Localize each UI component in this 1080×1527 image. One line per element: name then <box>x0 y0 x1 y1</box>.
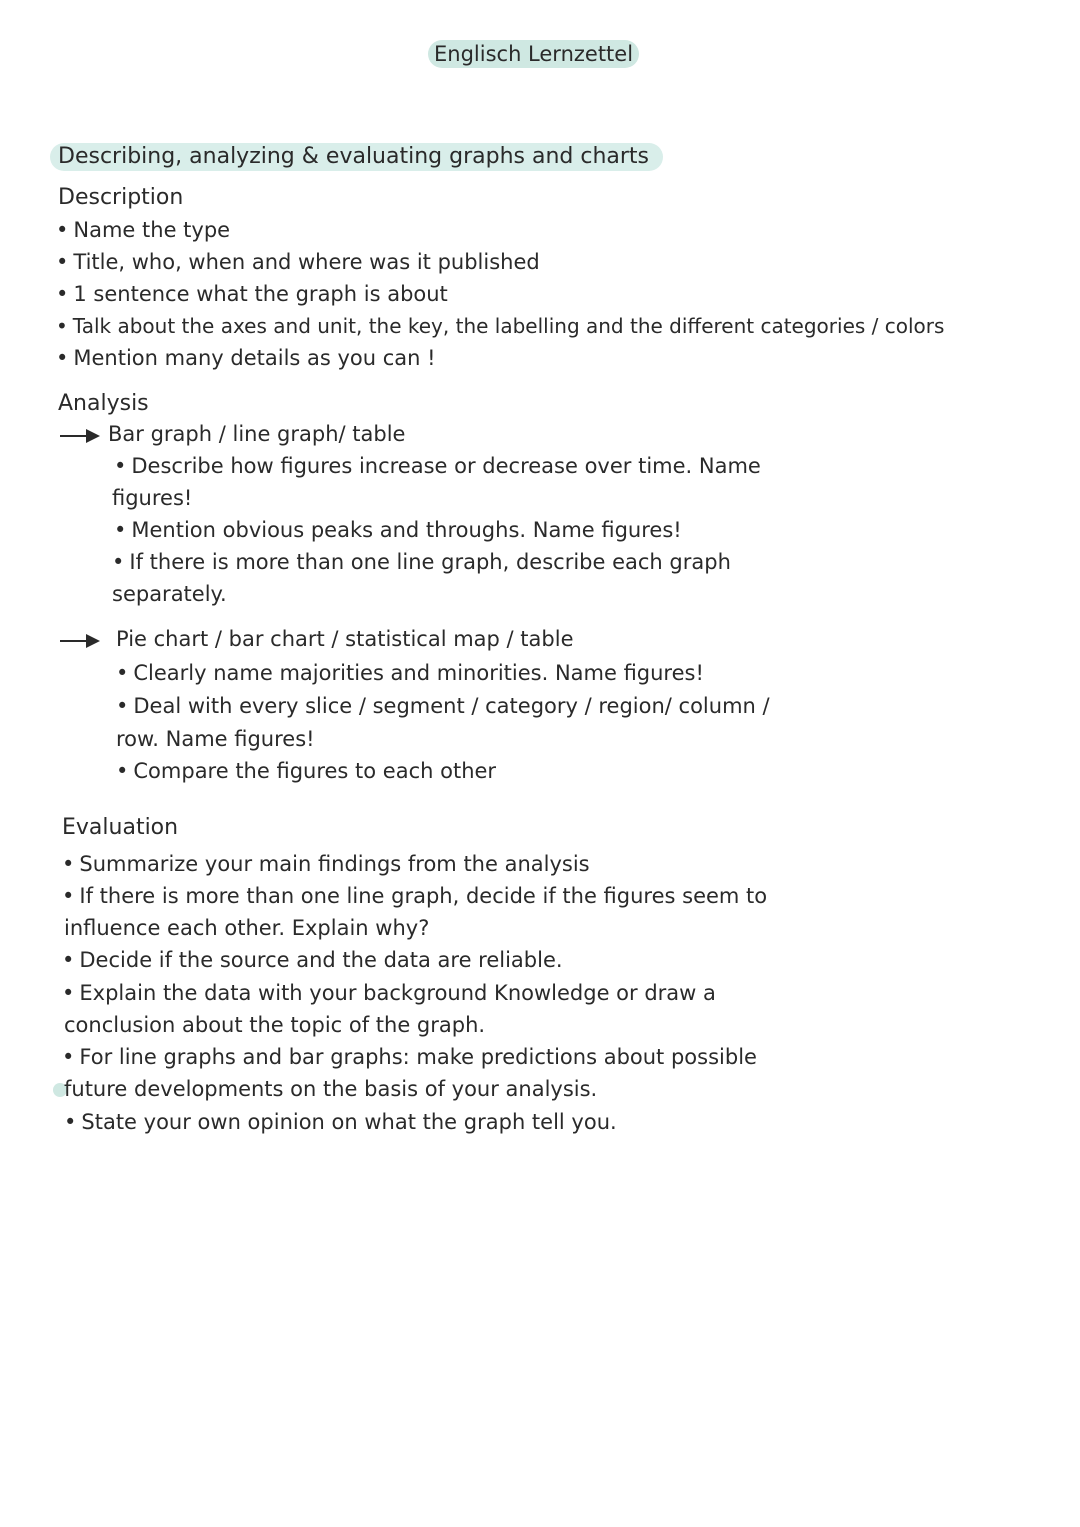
analysis-group2-line: • Clearly name majorities and minorities. Name figures! <box>116 659 704 687</box>
evaluation-line: • State your own opinion on what the graph tell you. <box>64 1108 617 1136</box>
analysis-group2-line: • Compare the figures to each other <box>116 757 496 785</box>
analysis-title: Analysis <box>58 391 149 416</box>
analysis-group2-label: Pie chart / bar chart / statistical map / table <box>116 627 574 651</box>
analysis-group1-label: Bar graph / line graph/ table <box>108 422 406 446</box>
arrow-right-icon <box>58 426 102 446</box>
description-title: Description <box>58 185 184 210</box>
description-item: • Talk about the axes and unit, the key, the labelling and the different categories / colors <box>56 312 944 340</box>
evaluation-line: • If there is more than one line graph, decide if the figures seem to <box>62 882 767 910</box>
description-item: • Name the type <box>56 216 230 244</box>
evaluation-line: conclusion about the topic of the graph. <box>64 1013 486 1037</box>
analysis-group2-line: • Deal with every slice / segment / category / region/ column / <box>116 692 770 720</box>
analysis-group1-line: figures! <box>112 486 193 510</box>
analysis-group1-line: • Mention obvious peaks and throughs. Name figures! <box>114 516 682 544</box>
description-item: • Mention many details as you can ! <box>56 344 436 372</box>
analysis-group1-line: separately. <box>112 582 227 606</box>
evaluation-title: Evaluation <box>62 815 179 840</box>
evaluation-line: • For line graphs and bar graphs: make predictions about possible <box>62 1043 757 1071</box>
description-item: • Title, who, when and where was it published <box>56 248 540 276</box>
evaluation-line: • Decide if the source and the data are reliable. <box>62 946 563 974</box>
document-title: Englisch Lernzettel <box>428 40 639 68</box>
analysis-group2-line: row. Name figures! <box>116 727 315 751</box>
evaluation-line: • Explain the data with your background Knowledge or draw a <box>62 979 716 1007</box>
section-heading: Describing, analyzing & evaluating graphs and charts <box>50 143 663 171</box>
evaluation-line: influence each other. Explain why? <box>64 916 430 940</box>
analysis-group1-line: • Describe how figures increase or decrease over time. Name <box>114 452 761 480</box>
evaluation-line: future developments on the basis of your analysis. <box>64 1077 598 1101</box>
analysis-group1-line: • If there is more than one line graph, describe each graph <box>112 548 731 576</box>
arrow-right-icon <box>58 631 102 651</box>
evaluation-line: • Summarize your main findings from the analysis <box>62 850 590 878</box>
description-item: • 1 sentence what the graph is about <box>56 280 448 308</box>
